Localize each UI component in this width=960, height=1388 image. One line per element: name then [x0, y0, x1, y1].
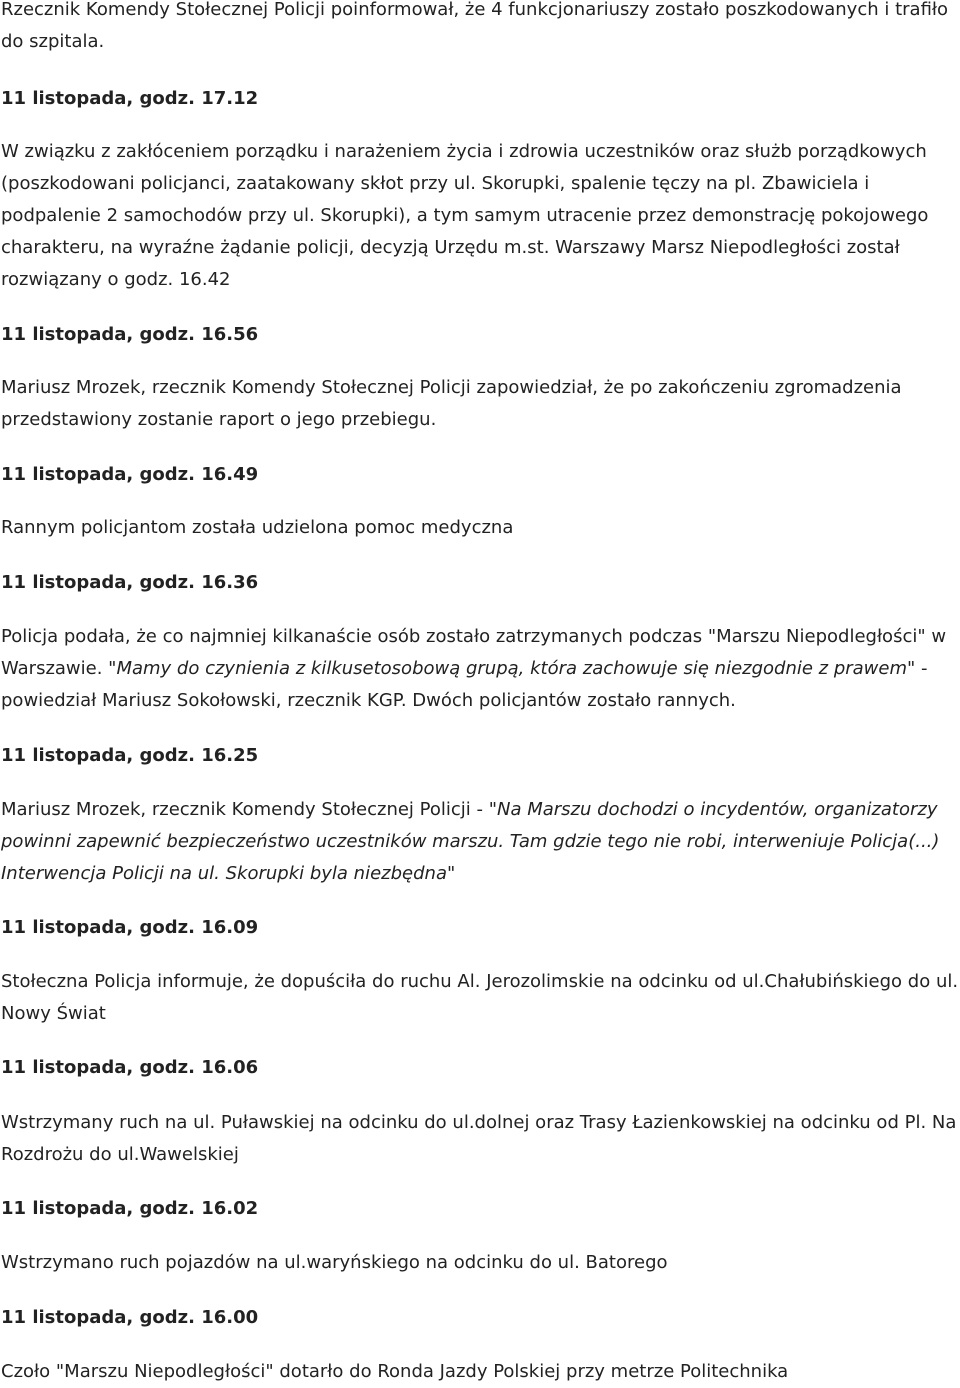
- entry-text: Policja podała, że co najmniej kilkanaście osób zostało zatrzymanych podczas "Marszu Niepodległości" w Warszawie. "Mamy do czynienia z kilkusetosobową grupą, która zachowuje się niezgodnie z prawem" - powiedział Mariusz Sokołowski, rzecznik KGP. Dwóch policjantów zostało rannych.: [1, 626, 947, 711]
- entry-1656: [1, 319, 960, 351]
- entry-1649: [1, 459, 960, 491]
- entry-text: Rannym policjantom została udzielona pomoc medyczna: [1, 517, 514, 538]
- entry-quote: Na Marszu dochodzi o incydentów, organizatorzy powinni zapewnić bezpieczeństwo uczestników marszu. Tam gdzie tego nie robi, interweniuje Policja(...) Interwencja Policji na ul. Skorupki byla niezbędna: [1, 799, 940, 884]
- entry-timestamp: 11 listopada, godz. 16.25: [1, 745, 259, 766]
- entry-1636: [1, 567, 960, 599]
- entry-timestamp: 11 listopada, godz. 16.06: [1, 1057, 259, 1078]
- entry-text: W związku z zakłóceniem porządku i narażeniem życia i zdrowia uczestników oraz służb porządkowych (poszkodowani policjanci, zaatakowany skłot przy ul. Skorupki, spalenie tęczy na pl. Zbawiciela i podpalenie 2 samochodów przy ul. Skorupki), a tym samym utracenie przez demonstrację pokojowego charakteru, na wyraźne żądanie policji, decyzją Urzędu m.st. Warszawy Marsz Niepodległości został rozwiązany o godz. 16.42: [1, 141, 929, 290]
- entry-text: Czoło "Marszu Niepodległości" dotarło do Ronda Jazdy Polskiej przy metrze Politechnika: [1, 1361, 789, 1382]
- entry-intro: [1, 0, 960, 58]
- entry-timestamp: 11 listopada, godz. 16.36: [1, 572, 259, 593]
- entry-1625: [1, 740, 960, 772]
- entry-1602-body: [1, 1247, 960, 1279]
- entry-timestamp: 11 listopada, godz. 17.12: [1, 88, 259, 109]
- entry-timestamp: 11 listopada, godz. 16.49: [1, 464, 259, 485]
- entry-1609-body: [1, 966, 960, 1030]
- entry-text: Mariusz Mrozek, rzecznik Komendy Stołecznej Policji - "Na Marszu dochodzi o incydentów, organizatorzy powinni zapewnić bezpieczeństwo uczestników marszu. Tam gdzie tego nie robi, interweniuje Policja(...) Interwencja Policji na ul. Skorupki byla niezbędna": [1, 799, 940, 884]
- entry-text: Stołeczna Policja informuje, że dopuściła do ruchu Al. Jerozolimskie na odcinku od ul.Chałubińskiego do ul. Nowy Świat: [1, 971, 959, 1024]
- entry-text: Wstrzymano ruch pojazdów na ul.waryńskiego na odcinku do ul. Batorego: [1, 1252, 668, 1273]
- entry-text: Mariusz Mrozek, rzecznik Komendy Stołecznej Policji zapowiedział, że po zakończeniu zgromadzenia przedstawiony zostanie raport o jego przebiegu.: [1, 377, 902, 430]
- entry-timestamp: 11 listopada, godz. 16.00: [1, 1307, 259, 1328]
- entry-1609: [1, 912, 960, 944]
- entry-1600: [1, 1302, 960, 1334]
- entry-timestamp: 11 listopada, godz. 16.56: [1, 324, 259, 345]
- entry-1606: [1, 1052, 960, 1084]
- entry-1636-body: [1, 621, 951, 717]
- entry-1656-body: [1, 372, 921, 436]
- entry-1712-body: [1, 136, 941, 296]
- entry-1600-body: [1, 1356, 960, 1388]
- entry-1606-body: [1, 1107, 960, 1171]
- entry-quote: Mamy do czynienia z kilkusetosobową grupą, która zachowuje się niezgodnie z prawem: [116, 658, 908, 679]
- entry-1625-body: [1, 794, 951, 890]
- entry-1649-body: [1, 512, 960, 544]
- entry-text: Wstrzymany ruch na ul. Puławskiej na odcinku do ul.dolnej oraz Trasy Łazienkowskiej na odcinku od Pl. Na Rozdrożu do ul.Wawelskiej: [1, 1112, 957, 1165]
- entry-1602: [1, 1193, 960, 1225]
- entry-timestamp: 11 listopada, godz. 16.09: [1, 917, 259, 938]
- entry-text: Rzecznik Komendy Stołecznej Policji poinformował, że 4 funkcjonariuszy zostało poszkodowanych i trafiło do szpitala.: [1, 0, 949, 52]
- entry-timestamp: 11 listopada, godz. 16.02: [1, 1198, 259, 1219]
- entry-1712: [1, 83, 960, 115]
